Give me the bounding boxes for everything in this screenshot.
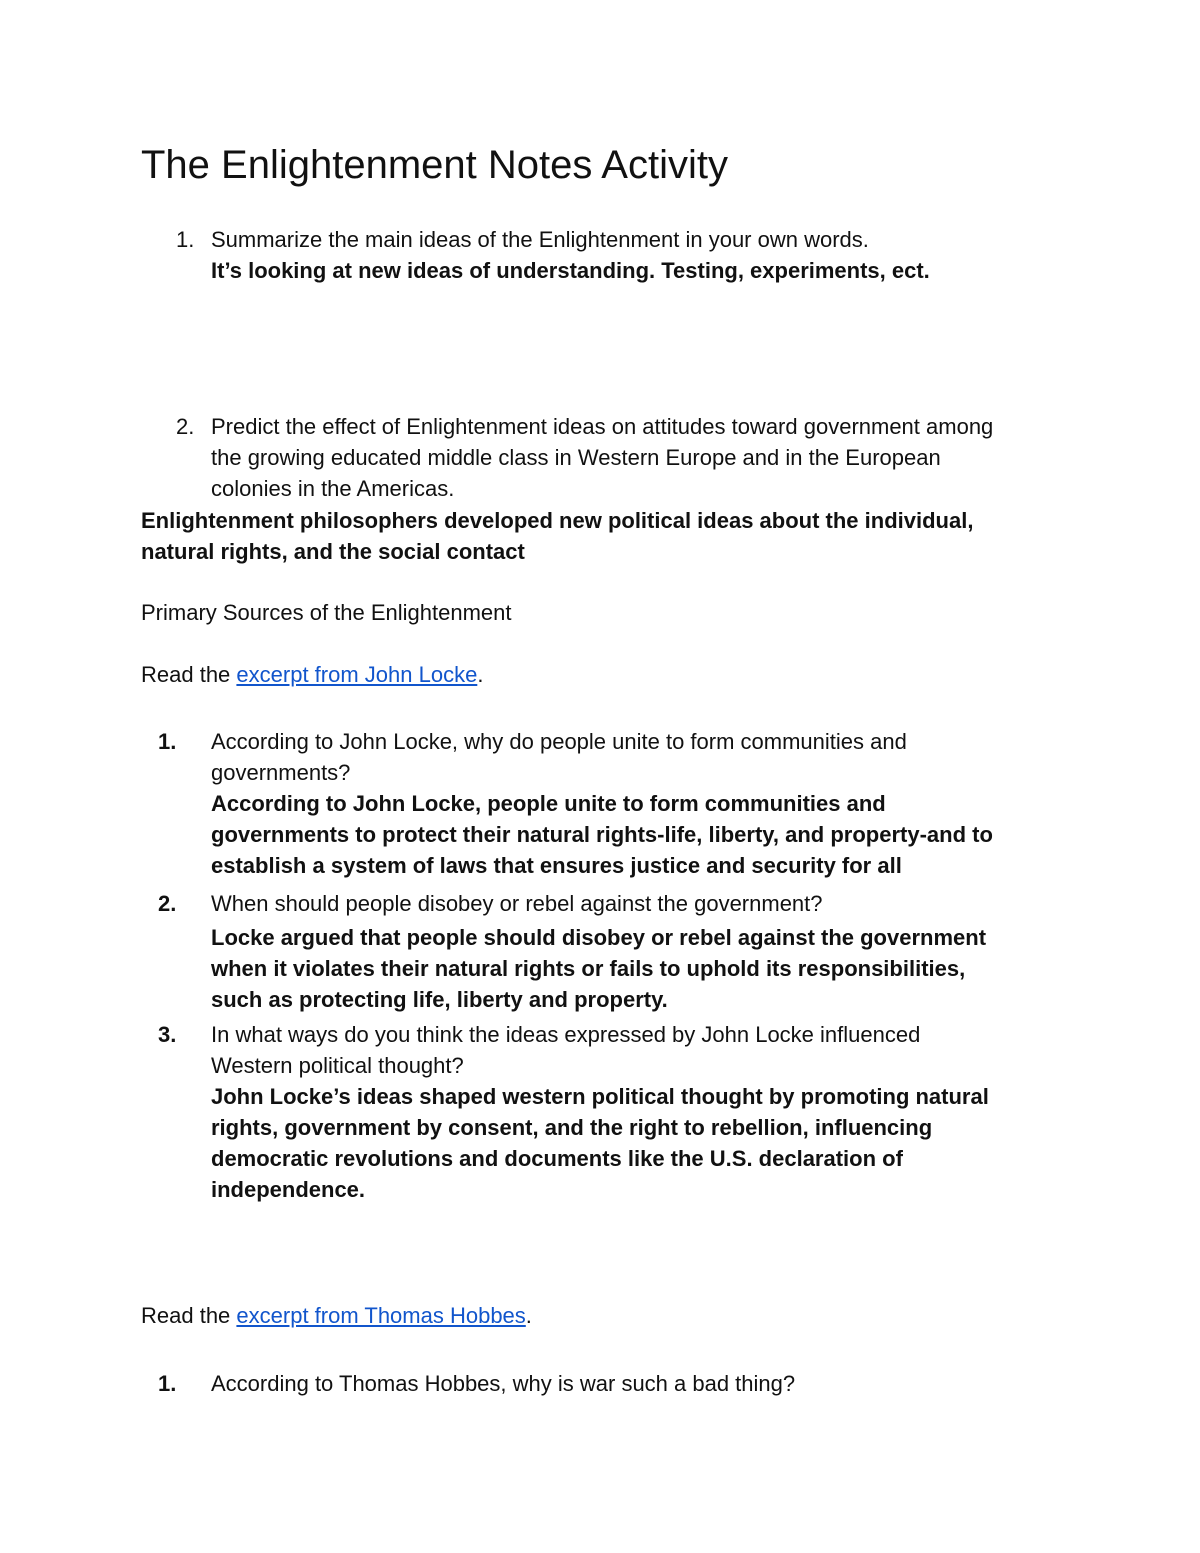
- answer-text-line: John Locke’s ideas shaped western political thought by promoting natural: [211, 1084, 989, 1109]
- answer-text-line: when it violates their natural rights or fails to uphold its responsibilities,: [211, 956, 966, 981]
- list-number: 3.: [158, 1022, 177, 1047]
- read-prefix: Read the: [141, 662, 237, 687]
- answer-text-line: According to John Locke, people unite to form communities and: [211, 791, 886, 816]
- answer-2: [141, 505, 973, 567]
- hobbes-excerpt-link[interactable]: excerpt from Thomas Hobbes: [236, 1303, 526, 1328]
- primary-sources-heading: Primary Sources of the Enlightenment: [141, 600, 512, 625]
- question-text-line: colonies in the Americas.: [211, 476, 455, 501]
- list-number: 2.: [158, 891, 177, 916]
- page-title: The Enlightenment Notes Activity: [141, 143, 728, 187]
- question-text: Summarize the main ideas of the Enlightenment in your own words.: [211, 227, 869, 252]
- answer-text: It’s looking at new ideas of understanding. Testing, experiments, ect.: [211, 258, 930, 283]
- list-number: 1.: [176, 227, 195, 252]
- question-text-line: In what ways do you think the ideas expressed by John Locke influenced: [211, 1022, 921, 1047]
- question-text-line: governments?: [211, 760, 351, 785]
- read-suffix: .: [477, 662, 484, 687]
- question-text-line: Predict the effect of Enlightenment ideas on attitudes toward government among: [211, 414, 994, 439]
- read-suffix: .: [525, 1303, 532, 1328]
- question-1: [211, 224, 930, 286]
- list-number: 1.: [158, 1371, 177, 1396]
- question-2: [211, 411, 993, 504]
- answer-text-line: such as protecting life, liberty and property.: [211, 987, 668, 1012]
- answer-text-line: rights, government by consent, and the right to rebellion, influencing: [211, 1115, 933, 1140]
- answer-text-line: governments to protect their natural rights-life, liberty, and property-and to: [211, 822, 993, 847]
- answer-text-line: Locke argued that people should disobey or rebel against the government: [211, 925, 987, 950]
- locke-read-line: [141, 659, 483, 690]
- answer-text-line: democratic revolutions and documents like the U.S. declaration of: [211, 1146, 903, 1171]
- hobbes-read-line: [141, 1300, 532, 1331]
- question-text-line: When should people disobey or rebel against the government?: [211, 891, 823, 916]
- list-number: 2.: [176, 414, 195, 439]
- answer-text-line: establish a system of laws that ensures justice and security for all: [211, 853, 902, 878]
- answer-text-line: natural rights, and the social contact: [141, 539, 525, 564]
- locke-question-3: [211, 1019, 989, 1205]
- question-text-line: the growing educated middle class in Western Europe and in the European: [211, 445, 941, 470]
- answer-text-line: independence.: [211, 1177, 366, 1202]
- locke-excerpt-link[interactable]: excerpt from John Locke: [236, 662, 478, 687]
- locke-question-2: [211, 888, 986, 1015]
- hobbes-question-1: [211, 1368, 795, 1399]
- question-text-line: According to John Locke, why do people unite to form communities and: [211, 729, 907, 754]
- question-text: According to Thomas Hobbes, why is war such a bad thing?: [211, 1371, 796, 1396]
- answer-text-line: Enlightenment philosophers developed new political ideas about the individual,: [141, 508, 974, 533]
- question-text-line: Western political thought?: [211, 1053, 464, 1078]
- read-prefix: Read the: [141, 1303, 237, 1328]
- list-number: 1.: [158, 729, 177, 754]
- locke-question-1: [211, 726, 993, 881]
